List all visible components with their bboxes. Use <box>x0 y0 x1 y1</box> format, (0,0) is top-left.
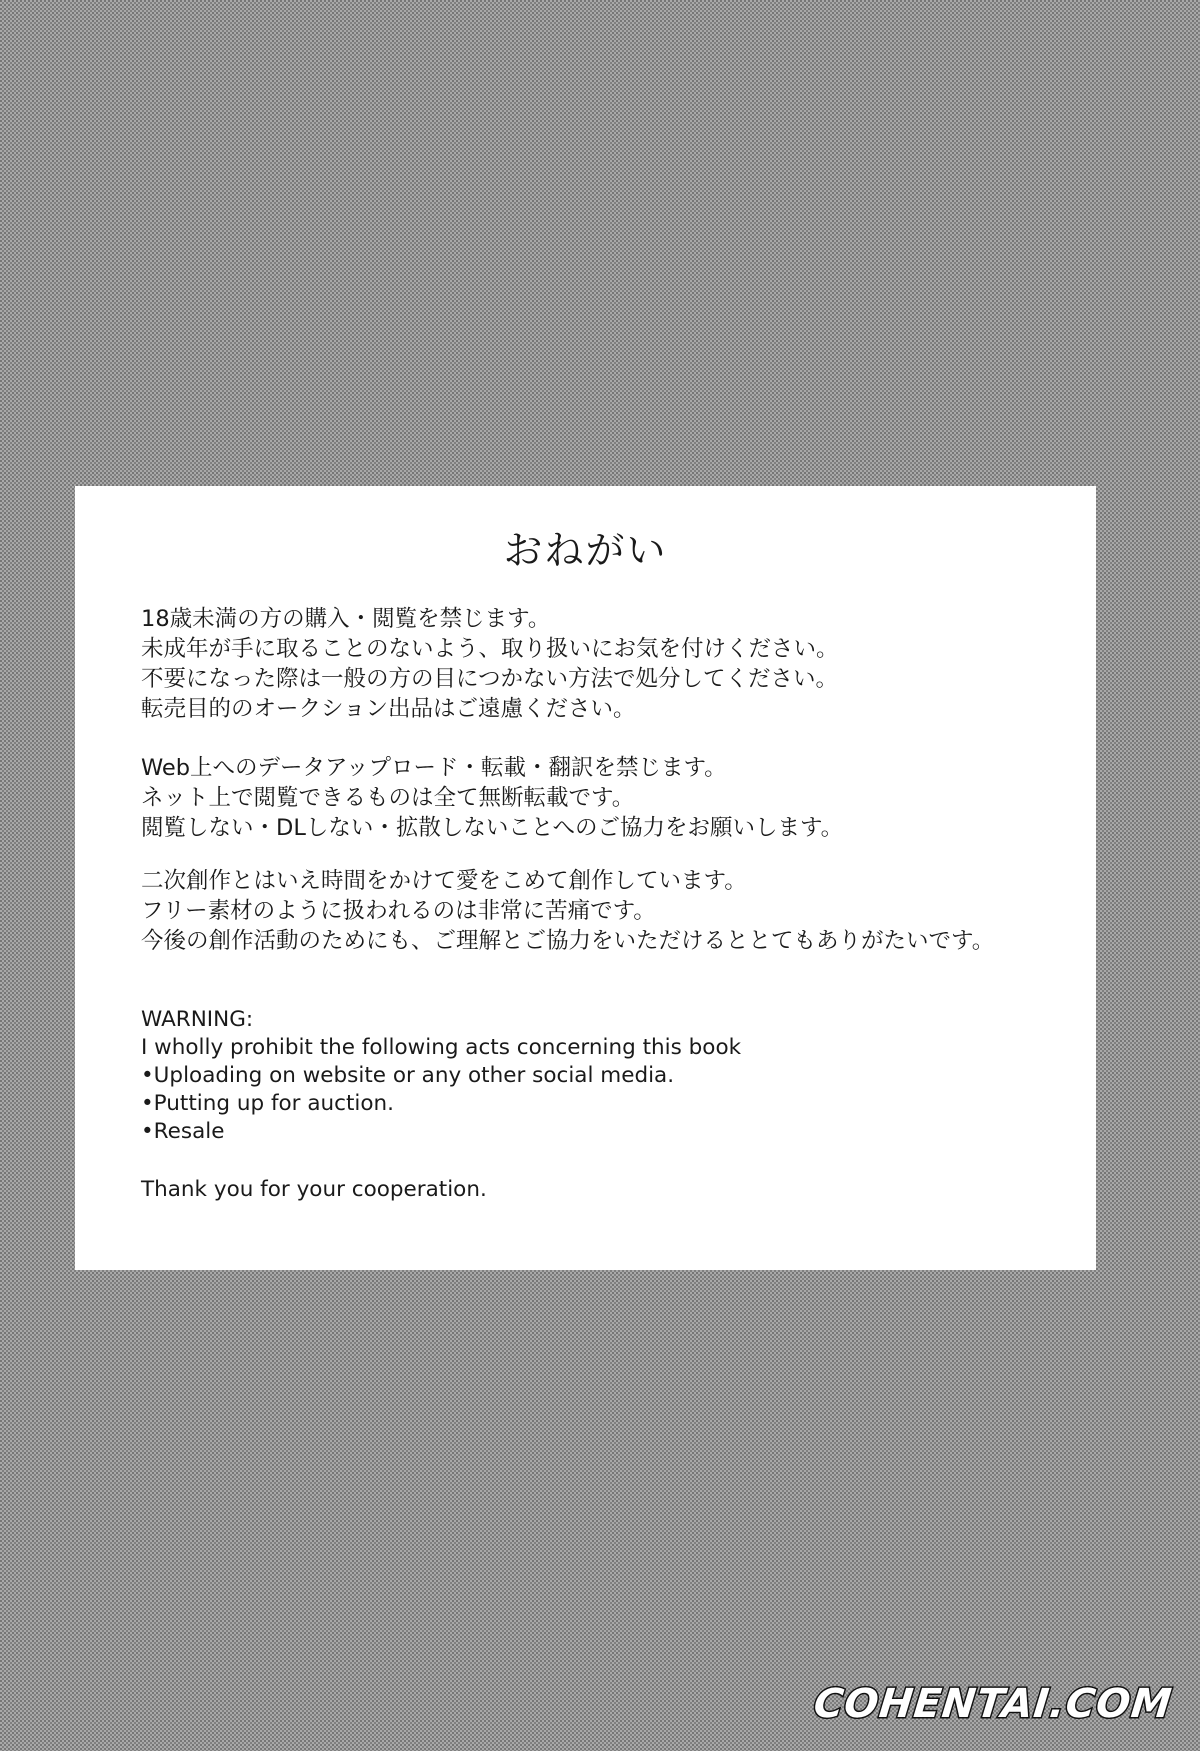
jp-line: 転売目的のオークション出品はご遠慮ください。 <box>141 696 636 722</box>
jp-paragraph-creator-request <box>141 866 1041 956</box>
warning-item: •Resale <box>141 1119 225 1144</box>
jp-line: ネット上で閲覧できるものは全て無断転載です。 <box>141 785 635 811</box>
jp-paragraph-upload-prohibition <box>141 753 1041 843</box>
jp-line: 二次創作とはいえ時間をかけて愛をこめて創作しています。 <box>141 868 747 894</box>
jp-paragraph-age-restriction <box>141 604 1041 724</box>
jp-line: 不要になった際は一般の方の目につかない方法で処分してください。 <box>141 666 839 692</box>
warning-block <box>141 1006 941 1146</box>
jp-line: フリー素材のように扱われるのは非常に苦痛です。 <box>141 898 656 924</box>
warning-item: •Putting up for auction. <box>141 1091 394 1116</box>
closing-text: Thank you for your cooperation. <box>141 1177 487 1202</box>
notice-panel <box>75 486 1096 1270</box>
notice-title: おねがい <box>503 529 668 574</box>
warning-item: •Uploading on website or any other social media. <box>141 1063 675 1088</box>
watermark-logo: COHENTAI.COM <box>811 1681 1175 1727</box>
jp-line: 18歳未満の方の購入・閲覧を禁じます。 <box>141 606 551 632</box>
warning-intro: I wholly prohibit the following acts concerning this book <box>141 1035 742 1060</box>
warning-heading: WARNING: <box>141 1007 254 1032</box>
jp-line: 今後の創作活動のためにも、ご理解とご協力をいただけるととてもありがたいです。 <box>141 928 995 954</box>
jp-line: 閲覧しない・DLしない・拡散しないことへのご協力をお願いします。 <box>141 815 844 841</box>
jp-line: Web上へのデータアップロード・転載・翻訳を禁じます。 <box>141 755 727 781</box>
jp-line: 未成年が手に取ることのないよう、取り扱いにお気を付けください。 <box>141 636 839 662</box>
